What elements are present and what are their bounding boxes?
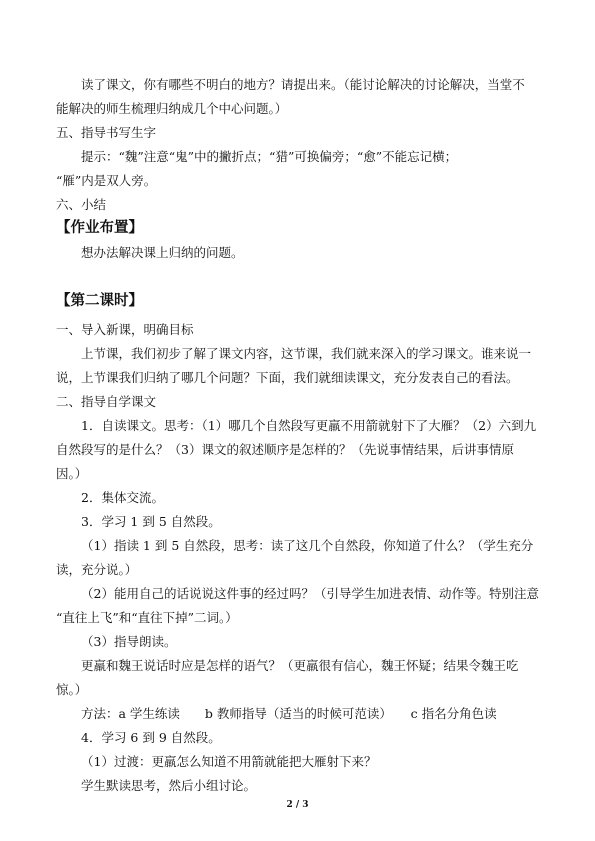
text-line: 自然段写的是什么？（3）课文的叙述顺序是怎样的？（先说事情结果，后讲事情原 [56,442,514,457]
text-line: 2．集体交流。 [81,490,164,505]
text-line: 提示：“魏”注意“鬼”中的撇折点；“猎”可换偏旁；“愈”不能忘记横； [81,149,458,164]
text-line: 因。） [56,466,88,481]
section-heading: 六、小结 [56,197,107,212]
section-heading: 二、指导自学课文 [56,394,157,409]
text-line: 学生默读思考，然后小组讨论。 [81,778,257,793]
text-line: 3．学习 1 到 5 自然段。 [81,514,221,529]
lesson-two-heading: 【第二课时】 [56,293,143,309]
text-line: 能解决的师生梳理归纳成几个中心问题。） [56,101,288,116]
text-line: （1）指读 1 到 5 自然段，思考：读了这几个自然段，你知道了什么？（学生充分 [81,538,534,553]
text-line: “雁”内是双人旁。 [56,173,157,188]
text-line: （1）过渡：更羸怎么知道不用箭就能把大雁射下来？ [81,754,377,769]
text-line: （3）指导朗读。 [81,634,177,649]
homework-heading: 【作业布置】 [56,220,143,236]
text-line: 更羸和魏王说话时应是怎样的语气？（更羸很有信心，魏王怀疑；结果令魏王吃 [81,658,519,673]
text-line: 惊。） [56,682,88,697]
section-heading: 一、导入新课，明确目标 [56,322,194,337]
section-heading: 五、指导书写生字 [56,125,157,140]
text-line: 方法：a 学生练读 b 教师指导（适当的时候可范读） c 指名分角色读 [81,706,497,721]
text-line: （2）能用自己的话说说这件事的经过吗？（引导学生加进表情、动作等。特别注意 [81,586,539,601]
page-number: 2 / 3 [286,800,309,810]
text-line: 读，充分说。） [56,562,138,577]
text-line: “直往上飞”和“直往下掉”二词。） [56,610,238,625]
text-line: 读了课文，你有哪些不明白的地方？请提出来。（能讨论解决的讨论解决，当堂不 [81,77,525,92]
text-line: 4．学习 6 到 9 自然段。 [81,730,221,745]
text-line: 1．自读课文。思考：（1）哪几个自然段写更羸不用箭就射下了大雁？（2）六到九 [81,418,537,433]
text-line: 想办法解决课上归纳的问题。 [81,245,244,260]
text-line: 说，上节课我们归纳了哪几个问题？下面，我们就细读课文，充分发表自己的看法。 [56,370,519,385]
text-line: 上节课，我们初步了解了课文内容，这节课，我们就来深入的学习课文。谁来说一 [81,346,532,361]
